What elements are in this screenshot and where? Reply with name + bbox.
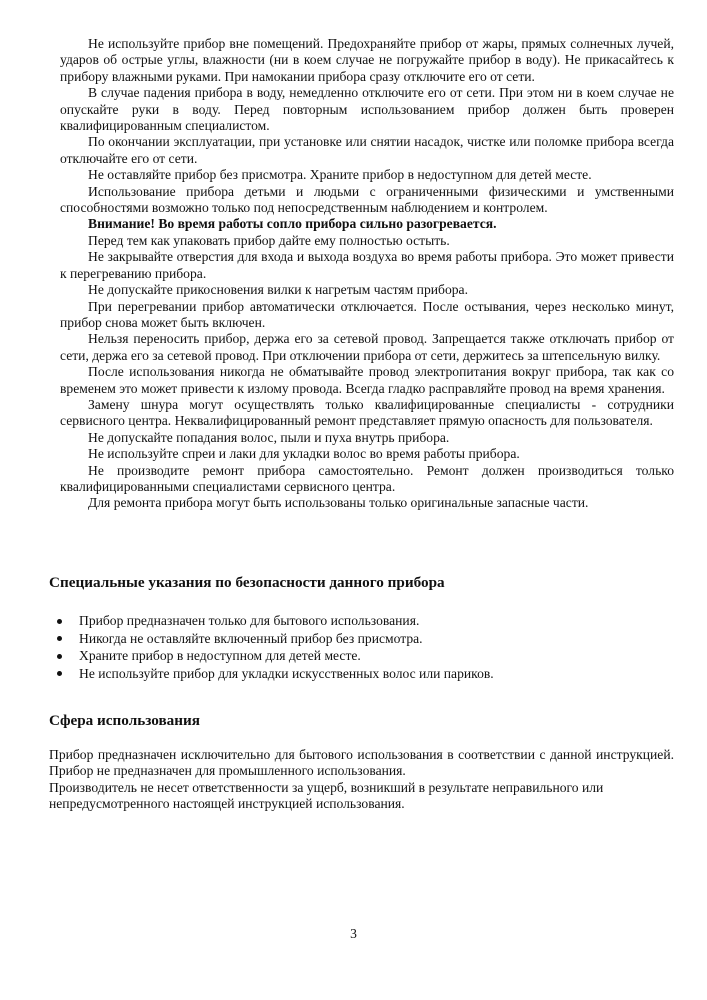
bullet-icon — [57, 636, 62, 641]
paragraph: По окончании эксплуатации, при установке или снятии насадок, чистке или поломке прибора всегда отключайте его от сети. — [60, 134, 674, 166]
bullet-icon — [57, 654, 62, 659]
paragraph: Не допускайте попадания волос, пыли и пуха внутрь прибора. — [88, 429, 450, 445]
scope-paragraph: Производитель не несет ответственности за ущерб, возникший в результате неправильного или непредусмотренного настоящей инструкцией использования. — [49, 779, 604, 812]
scope-paragraph: Прибор предназначен исключительно для бытового использования в соответствии с данной инструкцией. Прибор не предназначен для промышленного использования. — [49, 747, 674, 779]
scope-section-text — [49, 747, 674, 813]
page-number: 3 — [350, 926, 357, 941]
paragraph: Не оставляйте прибор без присмотра. Храните прибор в недоступном для детей месте. — [88, 167, 592, 183]
paragraph: Для ремонта прибора могут быть использованы только оригинальные запасные части. — [88, 495, 589, 511]
safety-instructions-text — [60, 36, 674, 512]
paragraph: Не допускайте прикосновения вилки к нагретым частям прибора. — [88, 282, 468, 298]
paragraph: Перед тем как упаковать прибор дайте ему полностью остыть. — [88, 232, 450, 248]
warning-paragraph: Внимание! Во время работы сопло прибора сильно разогревается. — [88, 216, 497, 232]
paragraph: Не производите ремонт прибора самостоятельно. Ремонт должен производиться только квалифицированными специалистами сервисного центра. — [60, 462, 674, 494]
paragraph: Не используйте спреи и лаки для укладки волос во время работы прибора. — [88, 446, 520, 462]
list-item — [49, 630, 669, 648]
list-item-text: Прибор предназначен только для бытового использования. — [79, 613, 420, 628]
scope-section-heading: Сфера использования — [49, 712, 200, 729]
paragraph: Замену шнура могут осуществлять только квалифицированные специалисты - сотрудники сервисного центра. Неквалифицированный ремонт представляет прямую опасность для пользователя. — [60, 396, 674, 429]
list-item — [49, 647, 669, 665]
paragraph: В случае падения прибора в воду, немедленно отключите его от сети. При этом ни в коем случае не опускайте руки в воду. Перед повторным использованием прибор должен быть проверен квалифицированным специалистом. — [60, 85, 674, 134]
paragraph: При перегревании прибор автоматически отключается. После остывания, через несколько минут, прибор снова может быть включен. — [60, 298, 674, 330]
list-item-text: Никогда не оставляйте включенный прибор без присмотра. — [79, 630, 423, 646]
paragraph: Не используйте прибор вне помещений. Предохраняйте прибор от жары, прямых солнечных лучей, ударов об острые углы, влажности (ни в коем случае не погружайте прибор в воду). Не прикасайтесь к прибору влажными руками. При намокании прибора сразу отключите его от сети. — [60, 36, 674, 84]
bullet-icon — [57, 619, 62, 624]
list-item — [49, 612, 669, 630]
paragraph: Не закрывайте отверстия для входа и выхода воздуха во время работы прибора. Это может привести к перегреванию прибора. — [60, 249, 674, 281]
list-item — [49, 665, 669, 683]
paragraph: Нельзя переносить прибор, держа его за сетевой провод. Запрещается также отключать прибор от сети, держа его за сетевой провод. При отключении прибора от сети, держитесь за штепсельную вилку. — [60, 331, 674, 363]
paragraph: Использование прибора детьми и людьми с ограниченными физическими и умственными способностями возможно только под непосредственным наблюдением и контролем. — [60, 183, 674, 216]
list-item-text: Храните прибор в недоступном для детей месте. — [79, 648, 361, 664]
paragraph: После использования никогда не обматывайте провод электропитания вокруг прибора, так как со временем это может привести к излому провода. Всегда гладко расправляйте провод на время хранения. — [60, 364, 674, 396]
safety-section-heading: Специальные указания по безопасности данного прибора — [49, 574, 445, 591]
safety-bullet-list — [49, 612, 669, 682]
list-item-text: Не используйте прибор для укладки искусственных волос или париков. — [79, 665, 494, 681]
bullet-icon — [57, 671, 62, 676]
